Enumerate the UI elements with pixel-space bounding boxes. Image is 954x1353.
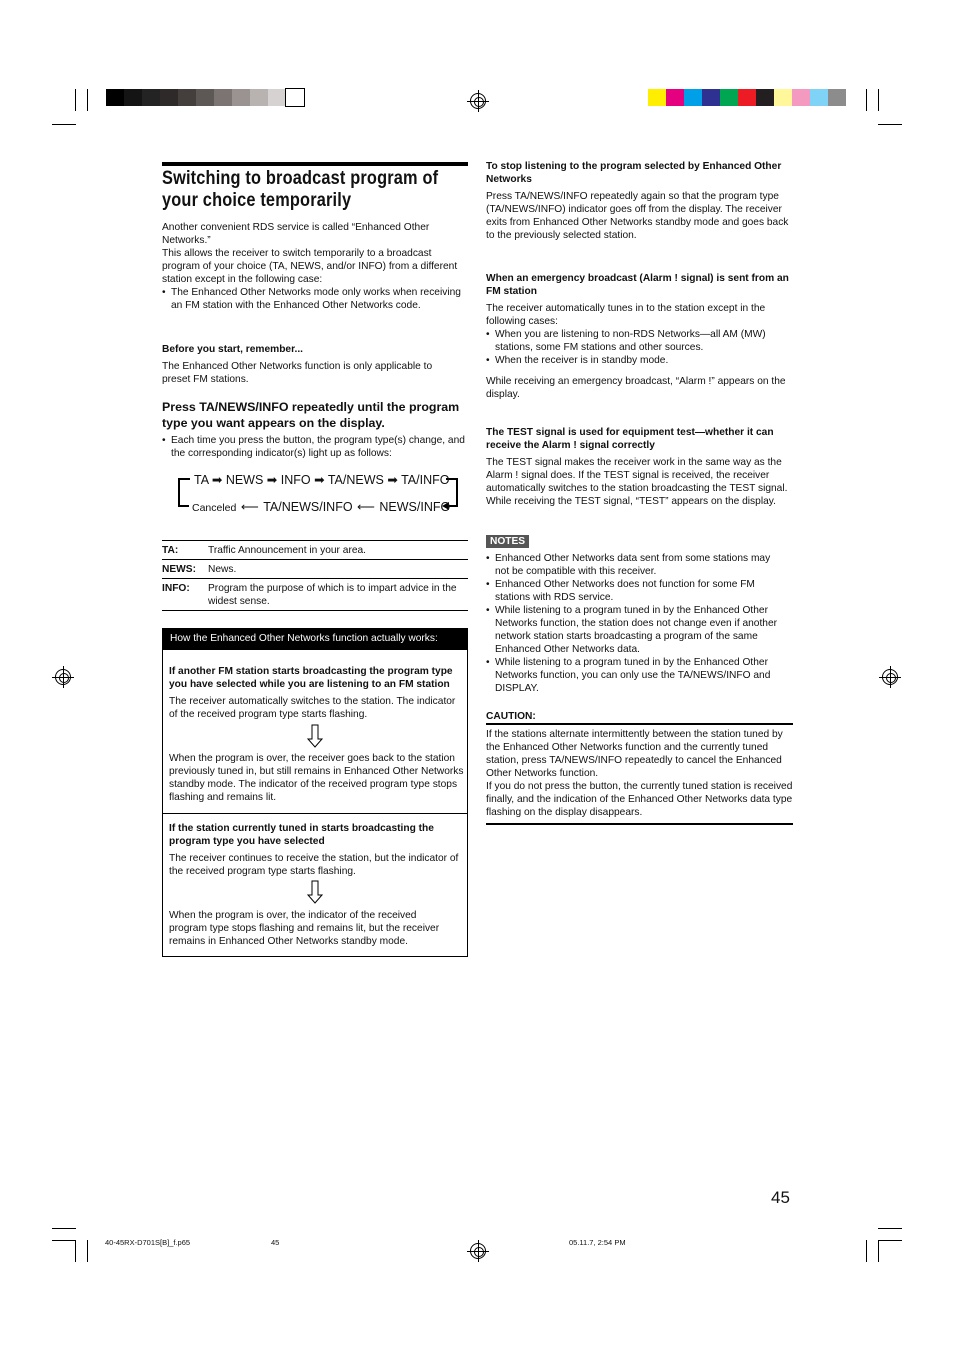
down-arrow-icon — [307, 724, 323, 748]
down-arrow-icon — [307, 880, 323, 904]
color-swatch — [738, 89, 756, 106]
note-item: • While listening to a program tuned in by the Enhanced Other Networks function, the station does not change even if another network station starts broadcasting a program of the same Enhanced Other Networks data. — [486, 604, 786, 656]
table-row — [162, 560, 468, 579]
emergency-heading: When an emergency broadcast (Alarm ! signal) is sent from an FM station — [486, 273, 789, 297]
definition-term: NEWS: — [162, 560, 208, 579]
color-swatch — [232, 89, 250, 106]
box-divider — [163, 813, 467, 814]
section-title-line: Switching to broadcast program of — [162, 168, 439, 189]
notes-list — [486, 552, 786, 695]
cycle-top-row — [194, 472, 449, 487]
cycle-step: TA/INFO — [401, 473, 450, 487]
footer-file: 40-45RX-D701S[B]_f.p65 — [105, 1238, 191, 1247]
registration-crosshair-icon — [882, 669, 898, 685]
color-swatch — [124, 89, 142, 106]
stop-heading: To stop listening to the program selected by Enhanced Other Networks — [486, 161, 782, 185]
color-swatch — [720, 89, 738, 106]
left-arrow-icon: ⟵ — [357, 500, 375, 514]
section-title — [162, 168, 472, 212]
caution-bottom-rule — [486, 823, 793, 825]
color-swatch — [756, 89, 774, 106]
registration-crosshair-icon — [470, 1243, 486, 1259]
registration-crosshair-icon — [55, 669, 71, 685]
press-bullet: • Each time you press the button, the program type(s) change, and the corresponding indicator(s) light up as follows: — [162, 434, 468, 460]
color-swatch — [648, 89, 666, 106]
box1-heading: If another FM station starts broadcasting the program type you have selected while you are listening to an FM station — [169, 666, 453, 690]
color-swatch — [792, 89, 810, 106]
box1-text: The receiver automatically switches to the station. The indicator of the received program type starts flashing. — [169, 696, 456, 720]
table-row — [162, 541, 468, 560]
box-header: How the Enhanced Other Networks function actually works: — [163, 629, 467, 650]
test-heading: The TEST signal is used for equipment test—whether it can receive the Alarm ! signal correctly — [486, 427, 774, 451]
cycle-step: NEWS/INFO — [379, 500, 451, 514]
right-arrow-icon: ➡ — [387, 473, 398, 487]
press-heading: Press TA/NEWS/INFO repeatedly until the program type you want appears on the display. — [162, 400, 460, 430]
intro-paragraph: This allows the receiver to switch temporarily to a broadcast program of your choice (TA, NEWS, and/or INFO) from a different station except in the following case: — [162, 248, 458, 285]
stop-text: Press TA/NEWS/INFO repeatedly again so that the program type (TA/NEWS/INFO) indicator goes off from the display. The receiver exits from Enhanced Other Networks standby mode and goes back to the previously selected station. — [486, 191, 789, 241]
note-item: • While listening to a program tuned in by the Enhanced Other Networks function, you can only use the TA/NEWS/INFO and DISPLAY. — [486, 656, 786, 695]
caution-paragraph: If you do not press the button, the currently tuned station is received finally, and the indication of the Enhanced Other Networks data type flashing on the display disappears. — [486, 781, 793, 818]
program-type-cycle-diagram — [178, 470, 460, 514]
crop-mark — [878, 124, 902, 125]
crop-mark — [878, 1240, 879, 1262]
color-swatch — [250, 89, 268, 106]
right-arrow-icon: ➡ — [211, 473, 223, 487]
box2-heading: If the station currently tuned in starts broadcasting the program type you have selected — [169, 823, 434, 847]
notes-label: NOTES — [486, 535, 529, 548]
caution-paragraph: If the stations alternate intermittently between the station tuned by the Enhanced Other Networks function and the currently tuned station, press TA/NEWS/INFO repeatedly to cancel the Enhanced Other Networks function. — [486, 729, 783, 779]
intro-paragraph: Another convenient RDS service is called “Enhanced Other Networks.” — [162, 222, 430, 246]
table-row — [162, 579, 468, 611]
section-title-line: your choice temporarily — [162, 190, 352, 211]
right-arrow-icon: ➡ — [314, 473, 325, 487]
box1-text: When the program is over, the receiver goes back to the station previously tuned in, but still remains in Enhanced Other Networks standby mode. The indicator of the received program type stops flashing and remains lit. — [169, 753, 464, 803]
crop-mark — [878, 1228, 902, 1229]
color-swatch — [702, 89, 720, 106]
crop-mark — [75, 1240, 76, 1262]
crop-mark — [87, 89, 88, 111]
crop-mark — [52, 1228, 76, 1229]
color-swatch — [196, 89, 214, 106]
emergency-paragraph: The receiver automatically tunes in to the station except in the following cases: — [486, 303, 766, 327]
color-swatch — [214, 89, 232, 106]
cycle-step-canceled: Canceled — [192, 502, 237, 514]
box2-text: When the program is over, the indicator of the received program type stops flashing and remains lit, but the receiver remains in Enhanced Other Networks standby mode. — [169, 910, 440, 947]
page-number: 45 — [771, 1188, 790, 1207]
color-swatch — [774, 89, 792, 106]
color-swatch — [666, 89, 684, 106]
cycle-bottom-row — [192, 498, 450, 516]
color-swatch — [684, 89, 702, 106]
crop-mark — [52, 1240, 76, 1241]
definition-term: INFO: — [162, 579, 208, 611]
test-text — [486, 456, 792, 508]
before-heading: Before you start, remember... — [162, 344, 303, 355]
cycle-step: TA/NEWS — [327, 473, 384, 487]
test-paragraph: The TEST signal makes the receiver work in the same way as the Alarm ! signal does. If the TEST signal is received, the receiver automatically switches to the station broadcasting the TEST signal. — [486, 457, 788, 494]
cycle-step: NEWS — [225, 473, 264, 487]
caution-text — [486, 728, 793, 819]
crop-mark — [52, 124, 76, 125]
crop-mark — [75, 89, 76, 111]
caution-top-rule — [486, 723, 793, 725]
color-swatch — [286, 89, 304, 106]
intro-bullet: • The Enhanced Other Networks mode only works when receiving an FM station with the Enhanced Other Networks code. — [162, 286, 468, 312]
color-swatch — [178, 89, 196, 106]
emergency-text — [486, 302, 792, 367]
box2-text: The receiver continues to receive the station, but the indicator of the received program type starts flashing. — [169, 853, 459, 877]
emergency-bullet: • When you are listening to non-RDS Networks—all AM (MW) stations, some FM stations and other sources. — [486, 328, 792, 354]
registration-crosshair-icon — [470, 93, 486, 109]
footer-page: 45 — [271, 1238, 280, 1247]
crop-mark — [878, 1240, 902, 1241]
note-item: • Enhanced Other Networks does not function for some FM stations with RDS service. — [486, 578, 786, 604]
cycle-step: INFO — [280, 473, 311, 487]
cycle-step: TA/NEWS/INFO — [263, 500, 353, 514]
definition-term: TA: — [162, 541, 208, 560]
test-paragraph: While receiving the TEST signal, “TEST” appears on the display. — [486, 496, 776, 507]
color-swatch — [142, 89, 160, 106]
crop-mark — [866, 89, 867, 111]
definition-desc: News. — [208, 560, 468, 579]
cycle-step: TA — [194, 473, 209, 487]
right-arrow-icon: ➡ — [266, 473, 278, 487]
color-swatch — [106, 89, 124, 106]
caution-label: CAUTION: — [486, 711, 536, 722]
emergency-text2: While receiving an emergency broadcast, “Alarm !” appears on the display. — [486, 376, 786, 400]
color-swatch — [828, 89, 846, 106]
before-text: The Enhanced Other Networks function is only applicable to preset FM stations. — [162, 361, 433, 385]
color-swatch — [268, 89, 286, 106]
color-swatch — [810, 89, 828, 106]
color-swatch — [160, 89, 178, 106]
program-type-definitions — [162, 541, 468, 611]
title-rule — [162, 162, 468, 166]
left-arrow-icon: ⟵ — [240, 500, 259, 514]
intro-text — [162, 221, 468, 312]
crop-mark — [878, 89, 879, 111]
definition-desc: Traffic Announcement in your area. — [208, 541, 468, 560]
footer-date: 05.11.7, 2:54 PM — [569, 1238, 626, 1247]
crop-mark — [866, 1240, 867, 1262]
definition-desc: Program the purpose of which is to impart advice in the widest sense. — [208, 579, 468, 611]
how-it-works-box — [162, 628, 468, 957]
crop-mark — [87, 1240, 88, 1262]
emergency-bullet: • When the receiver is in standby mode. — [486, 354, 792, 367]
note-item: • Enhanced Other Networks data sent from some stations may not be compatible with this receiver. — [486, 552, 786, 578]
